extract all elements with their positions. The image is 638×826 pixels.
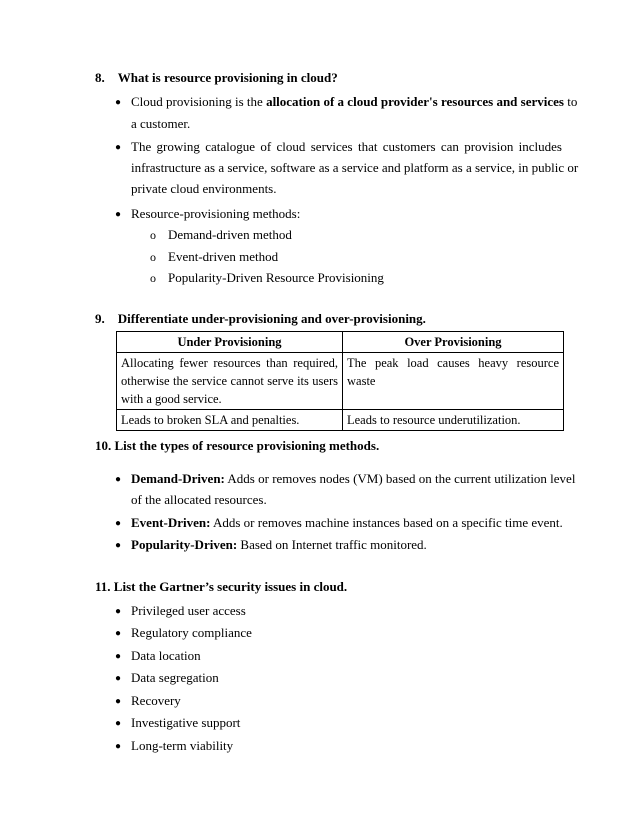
q10-event <box>131 515 563 531</box>
table-cell: Leads to resource underutilization. <box>343 410 564 431</box>
q10-demand-line-2: of the allocated resources. <box>131 492 267 507</box>
bullet-icon: ● <box>115 540 122 551</box>
bullet-icon: ● <box>115 209 122 220</box>
q8-bullet-2-line-3: private cloud environments. <box>131 181 277 196</box>
q8-bullet-1-line-1 <box>131 94 577 110</box>
q8-b1-post: to <box>563 94 578 109</box>
q8-bullet-2-line-2: infrastructure as a service, software as a service and platform as a service, in public or <box>131 160 579 175</box>
bullet-icon: ● <box>115 718 122 729</box>
bullet-icon: ● <box>115 651 122 662</box>
q8-b1-bold: allocation of a cloud provider's resources and services <box>266 94 564 109</box>
table-header-row <box>117 332 564 353</box>
sub-bullet-icon: o <box>150 250 156 264</box>
bullet-icon: ● <box>115 518 122 529</box>
q8-bullet-3: Resource-provisioning methods: <box>131 206 301 221</box>
list-item: Long-term viability <box>131 738 234 753</box>
list-item: Data segregation <box>131 670 219 685</box>
table-row <box>117 410 564 431</box>
q8-b1-text: Cloud provisioning is the <box>131 94 267 109</box>
list-item: Investigative support <box>131 715 241 730</box>
table-cell: Leads to broken SLA and penalties. <box>117 410 343 431</box>
provisioning-comparison-table <box>116 331 564 431</box>
bullet-icon: ● <box>115 97 122 108</box>
sub-bullet-icon: o <box>150 271 156 285</box>
list-item: Recovery <box>131 693 181 708</box>
q10-demand-line-1 <box>131 471 575 487</box>
method-1: Demand-driven method <box>168 227 292 242</box>
table-cell: Allocating fewer resources than required, otherwise the service cannot serve its users with a good service. <box>117 353 343 410</box>
demand-driven-label: Demand-Driven: <box>131 471 225 486</box>
question-8-heading: 8. What is resource provisioning in cloud? <box>95 70 338 85</box>
bullet-icon: ● <box>115 142 122 153</box>
method-3: Popularity-Driven Resource Provisioning <box>168 270 384 285</box>
popularity-driven-label: Popularity-Driven: <box>131 537 238 552</box>
list-item: Privileged user access <box>131 603 246 618</box>
question-11-heading: 11. List the Gartner’s security issues in cloud. <box>95 579 348 594</box>
table-header-over: Over Provisioning <box>343 332 564 353</box>
table-row <box>117 353 564 410</box>
demand-driven-text: Adds or removes nodes (VM) based on the current utilization level <box>224 471 576 486</box>
popularity-driven-text: Based on Internet traffic monitored. <box>237 537 427 552</box>
table-header-under: Under Provisioning <box>117 332 343 353</box>
bullet-icon: ● <box>115 673 122 684</box>
bullet-icon: ● <box>115 696 122 707</box>
bullet-icon: ● <box>115 606 122 617</box>
method-2: Event-driven method <box>168 249 279 264</box>
q10-popularity <box>131 537 427 553</box>
bullet-icon: ● <box>115 741 122 752</box>
sub-bullet-icon: o <box>150 228 156 242</box>
list-item: Data location <box>131 648 201 663</box>
question-10-heading: 10. List the types of resource provisioning methods. <box>95 438 380 453</box>
question-9-heading: 9. Differentiate under-provisioning and over-provisioning. <box>95 311 426 326</box>
bullet-icon: ● <box>115 628 122 639</box>
list-item: Regulatory compliance <box>131 625 252 640</box>
event-driven-label: Event-Driven: <box>131 515 211 530</box>
q8-bullet-1-line-2: a customer. <box>131 116 191 131</box>
q8-bullet-2-line-1: The growing catalogue of cloud services that customers can provision includes <box>131 139 562 154</box>
event-driven-text: Adds or removes machine instances based on a specific time event. <box>210 515 563 530</box>
table-cell: The peak load causes heavy resource waste <box>343 353 564 410</box>
bullet-icon: ● <box>115 474 122 485</box>
